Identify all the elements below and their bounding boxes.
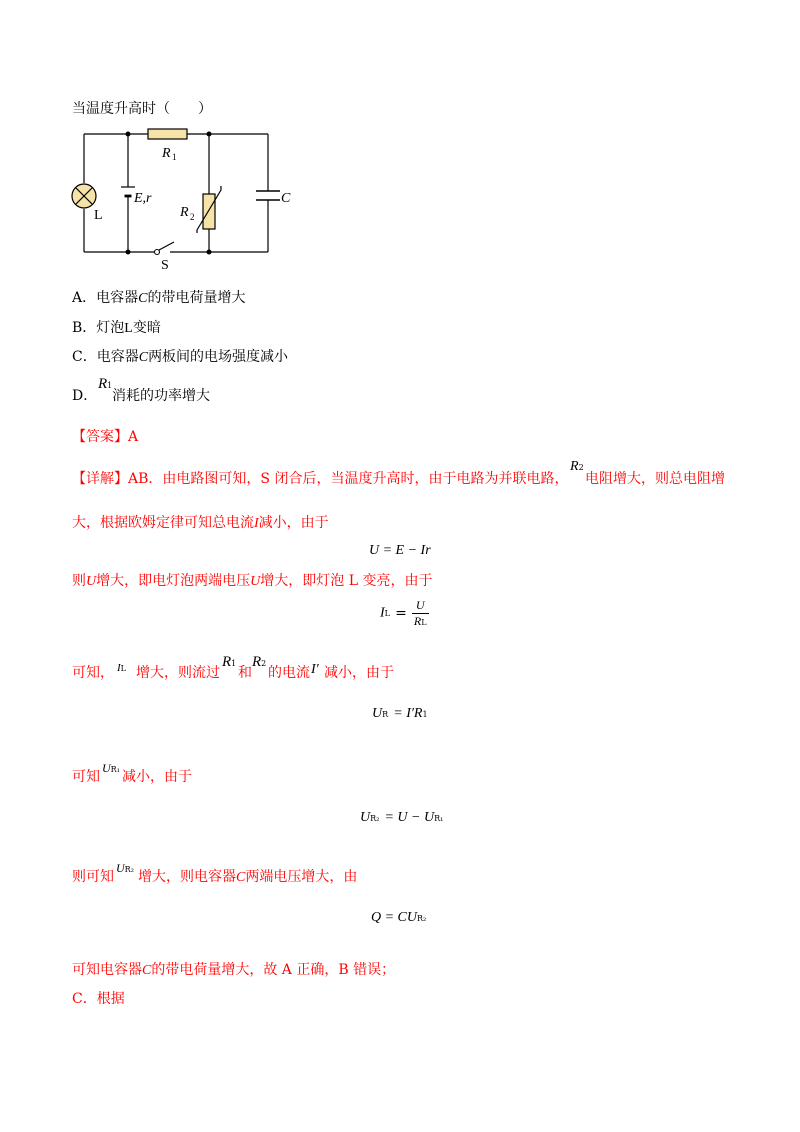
r1-label-sub: 1: [172, 152, 177, 162]
detail-line-6b: 增大，则电容器C两端电压增大，由: [138, 869, 358, 885]
switch-label: S: [161, 258, 169, 272]
detail-line-4c: 和: [238, 665, 252, 681]
detail-line-6a: 则可知: [72, 869, 114, 885]
option-b: B．灯泡L变暗: [72, 320, 161, 336]
equation-5: Q = CUR₂: [371, 910, 427, 925]
answer-line: [72, 428, 138, 446]
answer-label: 【答案】: [72, 429, 128, 445]
line5-var-ur1: UR₁: [102, 761, 120, 775]
option-c: C．电容器C两板间的电场强度减小: [72, 349, 289, 365]
capacitor-label: C: [281, 191, 291, 206]
equation-1: U = E − Ir: [369, 543, 431, 558]
detail-line-4e: 减小，由于: [324, 665, 394, 681]
resistor-r1: [148, 129, 187, 139]
detail-line-4b: 增大，则流过: [136, 665, 220, 681]
option-d: D．: [72, 388, 98, 404]
detail-line-5a: 可知: [72, 769, 100, 785]
line6-var-ur2: UR₂: [116, 861, 134, 875]
r1-label: R: [162, 146, 171, 161]
line4-var-r2: R2: [252, 654, 267, 670]
detail-line-4d: 的电流: [268, 665, 310, 681]
equation-4: UR₂ = U − UR₁: [360, 810, 444, 825]
detail-line-3: 则U增大，即电灯泡两端电压U增大，即灯泡 L 变亮，由于: [72, 573, 433, 589]
lamp-label: L: [94, 208, 103, 223]
line4-var-r1: R1: [222, 654, 237, 670]
detail-line-5b: 减小，由于: [122, 769, 192, 785]
option-d-text: 消耗的功率增大: [112, 388, 210, 404]
equation-2: IL = $\frac{U}{RL}$: [380, 598, 427, 628]
answer-value: A: [128, 429, 139, 445]
r2-label: R: [180, 205, 189, 220]
option-d-var: R1: [98, 376, 113, 392]
capacitor-icon: [256, 191, 280, 200]
line4-var-il: IL: [117, 662, 126, 674]
battery-icon: [121, 187, 135, 196]
detail-label: 【详解】: [72, 471, 128, 487]
question-stem: 当温度升高时（ ）: [72, 101, 212, 117]
detail-line1-var: R2: [570, 459, 584, 474]
detail-line-4a: 可知，: [72, 665, 114, 681]
option-a: A．电容器C的带电荷量增大: [72, 290, 246, 306]
battery-label: E,r: [134, 191, 152, 206]
line4-var-iprime: I′: [311, 662, 319, 677]
lamp-icon: [72, 184, 96, 208]
detail-line-2: 大，根据欧姆定律可知总电流I减小，由于: [72, 515, 329, 531]
detail-line-1-cont: 电阻增大，则总电阻增: [585, 471, 725, 487]
circuit-diagram: [66, 126, 306, 272]
detail-line-8: C．根据: [72, 991, 125, 1007]
detail-line-1: 【详解】AB．由电路图可知，S 闭合后，当温度升高时，由于电路为并联电路，: [72, 471, 569, 487]
r2-label-sub: 2: [190, 212, 195, 222]
switch-icon: [155, 242, 175, 255]
detail-line-7: 可知电容器C的带电荷量增大，故 A 正确，B 错误；: [72, 962, 396, 978]
equation-3: UR = I′R1: [372, 706, 428, 721]
